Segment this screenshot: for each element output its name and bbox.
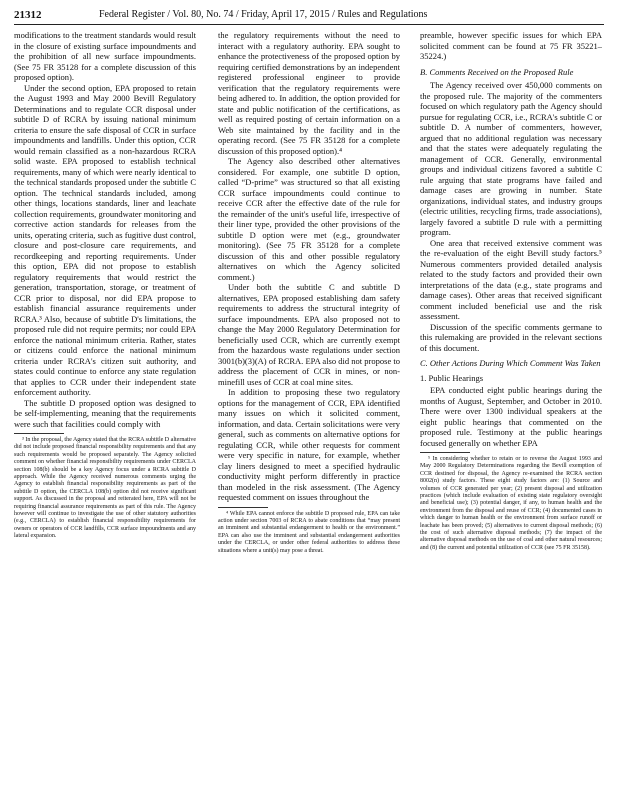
header-rule: [14, 24, 604, 25]
page-number: 21312: [14, 9, 42, 21]
col1-paragraph-3: The subtitle D proposed option was designed to be self-implementing, meaning that the requirements were such that facilities could comply with: [14, 397, 196, 429]
footnote-3: ³ In the proposal, the Agency stated that the RCRA subtitle D alternative did not include proposed financial responsibility requirements and that any such requirements would be proposed separately. The Agency solicited comment on whether financial responsibility requirements under CERCLA section 108(b) should be a key Agency focus under a RCRA subtitle D approach. While the Agency received numerous comments urging the Agency to establish financial responsibility requirements as part of the subtitle D option, the CERCLA 108(b) option did not receive significant support. As discussed in the proposal and reiterated here, EPA will not be requiring financial assurance requirements as part of this rule. The Agency however will continue to investigate the use of other statutory authorities (e.g., CERCLA) to establish financial responsibility requirements for owners or operators of CCR landfills, CCR surface impoundments and any lateral expansion.: [14, 437, 196, 540]
footnote-rule: [218, 507, 268, 508]
section-heading-b: B. Comments Received on the Proposed Rule: [420, 66, 574, 77]
column-2: [218, 30, 400, 788]
col2-paragraph-4: In addition to proposing these two regulatory options for the management of CCR, EPA identified many issues on which it solicited comment, information, and data. Certain solicitations were very general, such as comments on alternative options for regulating CCR, while other requests for comment were very specific in nature, for example, whether clay liners designed to meet a specified hydraulic conductivity might perform differently in practice than modeled in the risk assessment. (The Agency requested comment on issues throughout the: [218, 387, 400, 502]
page-header: [14, 8, 604, 22]
col1-paragraph-2: Under the second option, EPA proposed to retain the August 1993 and May 2000 Bevill Regulatory Determinations and to regulate CCR disposal under subtitle D of RCRA by issuing national minimum criteria to ensure the safe disposal of CCR in surface impoundments and landfills. Under this option, CCR would remain classified as a non-hazardous RCRA solid waste. EPA proposed to establish technical requirements, many of which were nearly identical to the technical standards proposed under the subtitle C option. The technical standards included, among other things, locations standards, liner and leachate collection requirements, groundwater monitoring and corrective action standards for releases from the units, operating criteria, such as fugitive dust control, closure and post-closure care requirements, and recordkeeping and reporting requirements. Under this option, EPA did not propose to establish regulatory requirements that would restrict the generation, transportation, storage, or treatment of CCR prior to disposal, nor did EPA propose to establish financial assurance requirements under RCRA.³ Also, because of subtitle D's limitations, the proposed rule did not require permits; nor could EPA enforce the national minimum criteria. Rather, states or citizens could enforce the national minimum criteria under RCRA's citizen suit authority, and states could continue to enforce any state regulation that applies to CCR under their independent state enforcement authority.: [14, 82, 196, 397]
column-3: [420, 30, 602, 788]
running-head: Federal Register / Vol. 80, No. 74 / Friday, April 17, 2015 / Rules and Regulations: [99, 9, 428, 20]
col2-paragraph-3: Under both the subtitle C and subtitle D alternatives, EPA proposed establishing dam safety requirements to address the structural integrity of surface impoundments. EPA also proposed not to change the May 2000 Regulatory Determination for beneficially used CCR, which are currently exempt from the hazardous waste regulations under section 3001(b)(3)(A) of RCRA. EPA also did not propose to address the placement of CCR in mines, or non-minefill uses of CCR at coal mine sites.: [218, 282, 400, 387]
col3-paragraph-1: preamble, however specific issues for which EPA solicited comment can be found at 75 FR 35221–35224.): [420, 30, 602, 61]
subsection-heading-public-hearings: 1. Public Hearings: [420, 372, 484, 383]
col2-paragraph-1: the regulatory requirements without the need to interact with a regulatory authority. EPA sought to enhance the protectiveness of the proposed option by requiring certified demonstrations by an independent registered professional engineer to provide verification that the regulatory requirements were being adhered to. In addition, the option provided for state and public notification of the certifications, as well as required posting of certain information on a Web site maintained by the facility and in the operating record. (See 75 FR 35128 for a complete discussion of this proposed option).⁴: [218, 30, 400, 156]
footnote-rule: [420, 452, 470, 453]
footnote-rule: [14, 433, 64, 434]
footnote-5: ⁵ In considering whether to retain or to reverse the August 1993 and May 2000 Regulatory Determinations regarding the Bevill exemption of CCR destined for disposal, the Agency re-examined the RCRA section 8002(n) study factors. These eight study factors are: (1) Source and volumes of CCR generated per year; (2) present disposal and utilization practices (which include evaluation of existing state regulatory oversight and beneficial use); (3) potential danger, if any, to human health and the environment from the disposal and reuse of CCR; (4) documented cases in which danger to human health or the environment from surface runoff or leachate has been proved; (5) alternatives to current disposal methods; (6) the cost of such alternative disposal methods; (7) the impact of the alternative disposal methods on the use of coal and other natural resources; and (8) the current and potential utilization of CCR (see 75 FR 35158).: [420, 456, 602, 551]
col3-paragraph-2: The Agency received over 450,000 comments on the proposed rule. The majority of the commenters focused on which regulatory path the Agency should pursue for regulating CCR, i.e., RCRA's subtitle C or subtitle D. A number of commenters, however, argued that no additional regulation was necessary and that the states were adequately regulating the management of CCR. Generally, environmental groups and individual citizens favored a subtitle C rule arguing that state programs have failed and damage cases are growing in number. State organizations, individual states, and industry groups (electric utilities, recycling firms, trade associations), largely favored a subtitle D rule with a permitting program.: [420, 80, 602, 237]
footnote-4: ⁴ While EPA cannot enforce the subtitle D proposed rule, EPA can take action under section 7003 of RCRA to abate conditions that “may present an imminent and substantial endangerment to health or the environment.” EPA can also use the imminent and substantial endangerment authorities under the CERCLA, or under other federal authorities to address these situations where a unit(s) may pose a threat.: [218, 510, 400, 554]
col3-paragraph-3: One area that received extensive comment was the re-evaluation of the eight Bevill study factors.⁵ Numerous commenters provided detailed analysis related to the study factors and provided their own interpretations of the data (e.g., state programs and damage cases). Other areas that received significant comment included beneficial use and the risk assessment.: [420, 237, 602, 321]
section-heading-c: C. Other Actions During Which Comment Was Taken: [420, 358, 601, 368]
col3-paragraph-5: EPA conducted eight public hearings during the months of August, September, and October in 2010. There were over 1300 individual speakers at the eight public hearings that commented on the proposed rule. Testimony at the public hearings focused generally on whether EPA: [420, 385, 602, 448]
col1-paragraph-1: modifications to the treatment standards would result in the closure of existing surface impoundments and the prohibition of all new surface impoundments. (See 75 FR 35128 for a complete discussion of this proposed option).: [14, 30, 196, 82]
col2-paragraph-2: The Agency also described other alternatives considered. For example, one subtitle D option, called “D-prime” was structured so that all existing CCR surface impoundments could continue to receive CCR after the effective date of the rule for the remainder of the unit's useful life, irrespective of their liner type, provided the other provisions of the subtitle D option were met (e.g., groundwater monitoring). (See 75 FR 35128 for a complete discussion of this and other possible regulatory alternatives on which the Agency solicited comment.): [218, 156, 400, 282]
col3-paragraph-4: Discussion of the specific comments germane to this rulemaking are provided in the relevant sections of this document.: [420, 321, 602, 353]
column-1: [14, 30, 196, 788]
